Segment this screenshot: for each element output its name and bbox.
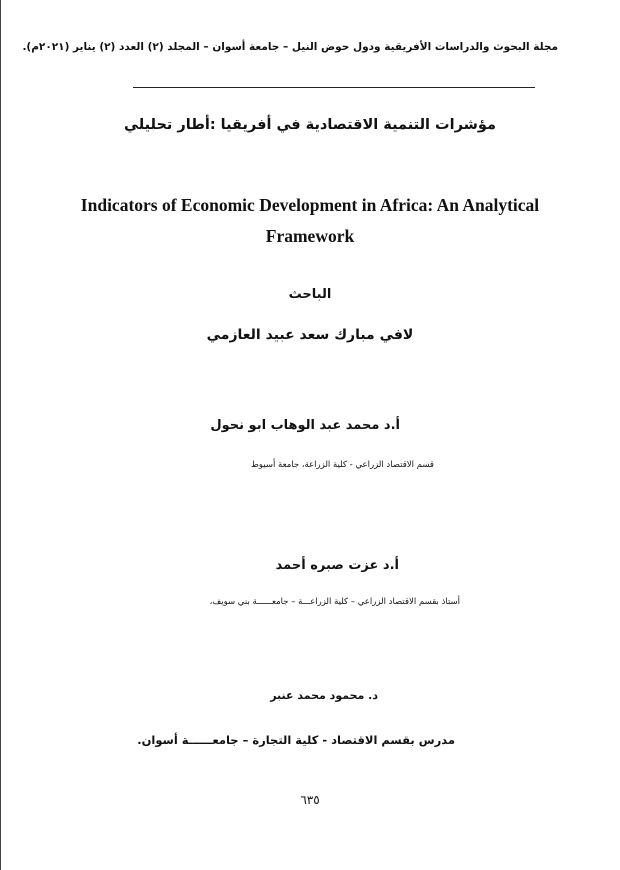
researcher-name: لافي مبارك سعد عبيد العازمي <box>206 327 414 343</box>
supervisor-affiliation: مدرس بقسم الاقتصاد - كلية التجارة – جامعــــــة أسوان. <box>137 733 455 747</box>
page-number: ٦٣٥ <box>300 793 320 807</box>
researcher-label: الباحث <box>288 287 332 302</box>
supervisor-affiliation: قسم الاقتصاد الزراعي - كلية الزراعة، جامعة أسيوط <box>251 460 434 470</box>
journal-header: مجلة البحوث والدراسات الأفريقية ودول حوض النيل – جامعة أسوان – المجلد (٢) العدد (٢) يناير (٢٠٢١م). <box>22 41 558 53</box>
title-arabic: مؤشرات التنمية الاقتصادية في أفريقيا :أطار تحليلي <box>124 117 496 133</box>
title-english: Indicators of Economic Development in Africa: An Analytical Framework <box>80 195 540 246</box>
header-rule <box>133 87 535 88</box>
supervisor-name: د. محمود محمد عنبر <box>270 689 378 702</box>
supervisor-name: أ.د عزت صبره أحمد <box>275 558 399 573</box>
supervisor-name: أ.د محمد عبد الوهاب ابو نحول <box>210 418 400 433</box>
supervisor-affiliation: أستاذ بقسم الاقتصاد الزراعي – كلية الزراعـــة – جامعــــــة بني سويف، <box>209 597 460 607</box>
